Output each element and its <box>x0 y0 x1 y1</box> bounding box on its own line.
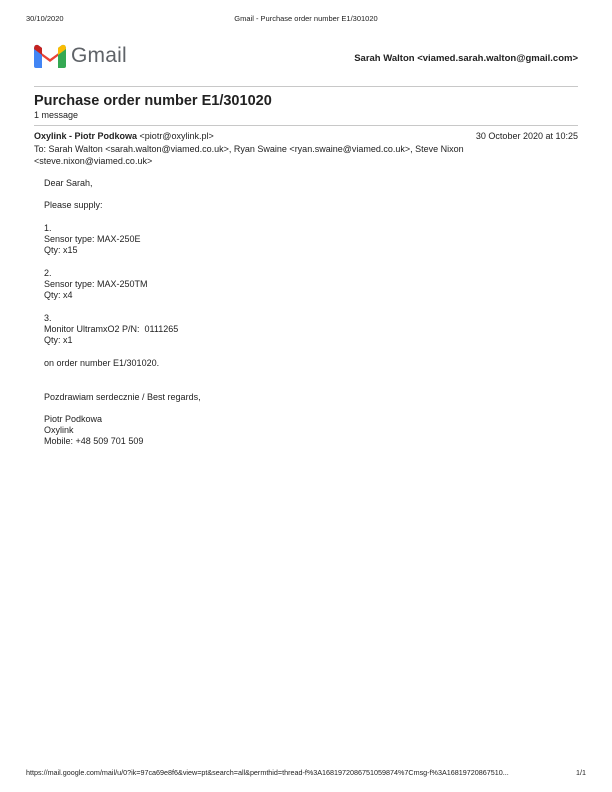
item-1-sensor: Sensor type: MAX-250E <box>44 234 141 244</box>
signature-mobile: Mobile: +48 509 701 509 <box>44 436 144 446</box>
print-title: Gmail - Purchase order number E1/301020 <box>234 14 378 23</box>
print-url: https://mail.google.com/mail/u/0?ik=97ca69e8f6&view=pt&search=all&permthid=thread-f%3A1681972086751059874%7Cmsg-f%3A16819720867510... <box>26 768 509 777</box>
gmail-logo-text: Gmail <box>71 44 127 67</box>
account-label: Sarah Walton <viamed.sarah.walton@gmail.com> <box>354 53 578 64</box>
sender-name: Oxylink - Piotr Podkowa <box>34 131 138 141</box>
sender-line <box>34 131 214 141</box>
regards-line: Pozdrawiam serdecznie / Best regards, <box>44 392 201 402</box>
message-count: 1 message <box>34 110 79 120</box>
gmail-logo[interactable] <box>34 44 134 70</box>
intro-line: Please supply: <box>44 200 103 210</box>
page-number: 1/1 <box>576 768 586 777</box>
item-3-monitor: Monitor UltramxO2 P/N: 0111265 <box>44 324 179 334</box>
message-date: 30 October 2020 at 10:25 <box>475 131 578 141</box>
signature-company: Oxylink <box>44 425 74 435</box>
signature-name: Piotr Podkowa <box>44 414 103 424</box>
item-3-qty: Qty: x1 <box>44 335 73 345</box>
divider-top <box>34 86 578 87</box>
item-2-number: 2. <box>44 268 52 278</box>
item-2-sensor: Sensor type: MAX-250TM <box>44 279 148 289</box>
divider-mid <box>34 125 578 126</box>
item-1-qty: Qty: x15 <box>44 245 78 255</box>
item-1-number: 1. <box>44 223 52 233</box>
item-3-number: 3. <box>44 313 52 323</box>
thread-subject: Purchase order number E1/301020 <box>34 93 272 109</box>
gmail-m-icon <box>34 44 66 68</box>
item-2-qty: Qty: x4 <box>44 290 73 300</box>
recipients-line: To: Sarah Walton <sarah.walton@viamed.co.uk>, Ryan Swaine <ryan.swaine@viamed.co.uk>, Steve Nixon <steve.nixon@viamed.co.uk> <box>34 144 464 166</box>
sender-email[interactable]: <piotr@oxylink.pl> <box>139 131 214 141</box>
greeting: Dear Sarah, <box>44 178 93 188</box>
print-header <box>0 14 612 26</box>
order-reference: on order number E1/301020. <box>44 358 160 368</box>
print-date: 30/10/2020 <box>26 14 64 23</box>
